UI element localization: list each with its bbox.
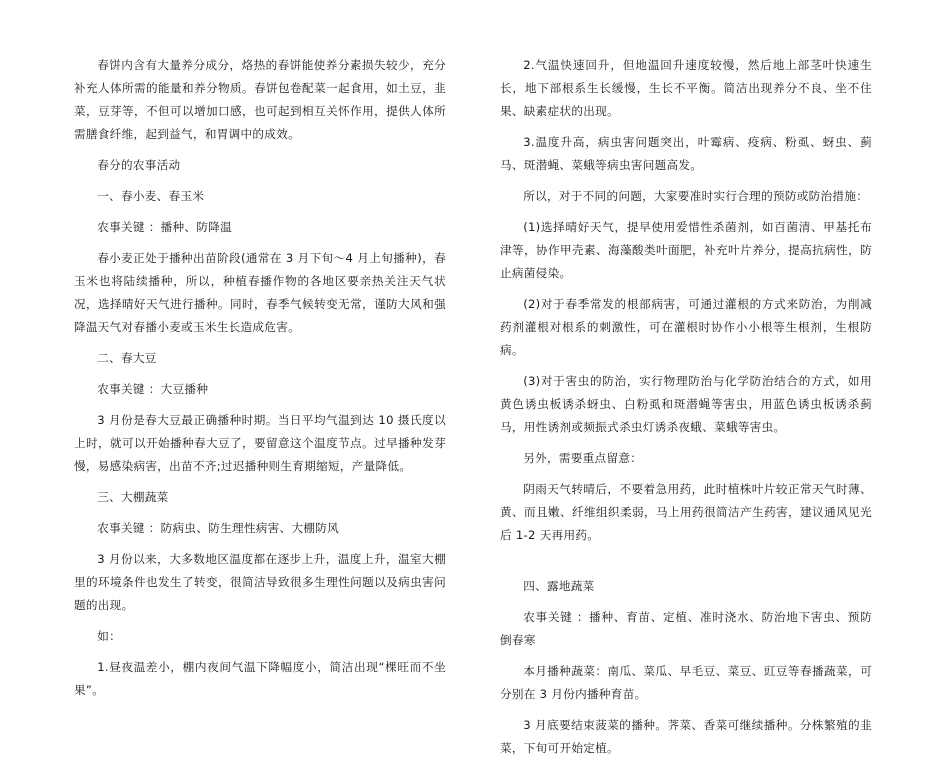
section-heading: 一、春小麦、春玉米 [97, 189, 205, 203]
section-heading: 春分的农事活动 [97, 158, 181, 172]
body-paragraph: 3 月份以来，大多数地区温度都在逐步上升，温度上升，温室大棚里的环境条件也发生了转变，很简洁导致很多生理性问题以及病虫害问题的出现。 [74, 552, 446, 612]
body-paragraph: 春小麦正处于播种出苗阶段(通常在 3 月下旬～4 月上旬播种)，春玉米也将陆续播种，所以，种植春播作物的各地区要亲热关注天气状况，选择晴好天气进行播种。同时，春季气候转变无常，谨防大风和强降温天气对春播小麦或玉米生长造成危害。 [74, 251, 446, 334]
key-points: 农事关键 ：防病虫、防生理性病害、大棚防风 [97, 521, 340, 535]
section-heading: 四、露地蔬菜 [523, 579, 595, 593]
paragraph-gap [500, 555, 872, 575]
body-paragraph: 如： [97, 629, 121, 643]
body-paragraph: 另外，需要重点留意： [523, 451, 643, 465]
body-paragraph: 本月播种蔬菜：南瓜、菜瓜、早毛豆、菜豆、豇豆等春播蔬菜，可分别在 3 月份内播种育苗。 [500, 664, 872, 701]
body-paragraph: 3.温度升高，病虫害问题突出，叶霉病、疫病、粉虱、蚜虫、蓟马、斑潜蝇、菜蛾等病虫害问题高发。 [500, 135, 872, 172]
body-paragraph: (3)对于害虫的防治，实行物理防治与化学防治结合的方式，如用黄色诱虫板诱杀蚜虫、白粉虱和斑潜蝇等害虫，用蓝色诱虫板诱杀蓟马，用性诱剂或频振式杀虫灯诱杀夜蛾、菜蛾等害虫。 [500, 374, 872, 434]
key-points: 农事关键 ：播种、防降温 [97, 220, 233, 234]
body-paragraph: 2.气温快速回升，但地温回升速度较慢，然后地上部茎叶快速生长，地下部根系生长缓慢，生长不平衡。简洁出现养分不良、坐不住果、缺素症状的出现。 [500, 58, 872, 118]
body-paragraph: 3 月底要结束菠菜的播种。荠菜、香菜可继续播种。分株繁殖的韭菜，下旬可开始定植。 [500, 718, 872, 755]
right-column [500, 54, 872, 768]
left-column [74, 54, 446, 710]
key-points: 农事关键 ：播种、育苗、定植、准时浇水、防治地下害虫、预防倒春寒 [500, 610, 872, 647]
intro-paragraph: 春饼内含有大量养分成分，烙热的春饼能使养分素损失较少，充分补充人体所需的能量和养分物质。春饼包卷配菜一起食用，如土豆，韭菜，豆芽等，不但可以增加口感，也可起到相互关怀作用，提供人体所需膳食纤维，起到益气，和胃调中的成效。 [74, 58, 446, 141]
body-paragraph: 所以，对于不同的问题，大家要准时实行合理的预防或防治措施： [523, 189, 869, 203]
body-paragraph: 1.昼夜温差小，棚内夜间气温下降幅度小，简洁出现“棵旺而不坐果”。 [74, 660, 446, 697]
body-paragraph: 3 月份是春大豆最正确播种时期。当日平均气温到达 10 摄氏度以上时，就可以开始播种春大豆了，要留意这个温度节点。过早播种发芽慢，易感染病害，出苗不齐;过迟播种则生育期缩短，产量降低。 [74, 413, 446, 473]
body-paragraph: (1)选择晴好天气，提早使用爱惜性杀菌剂，如百菌清、甲基托布津等，协作甲壳素、海藻酸类叶面肥，补充叶片养分，提高抗病性，防止病菌侵染。 [500, 220, 872, 280]
body-paragraph: 阴雨天气转晴后，不要着急用药，此时植株叶片较正常天气时薄、黄、而且嫩、纤维组织柔弱，马上用药很简洁产生药害，建议通风见光后 1-2 天再用药。 [500, 482, 872, 542]
section-heading: 三、大棚蔬菜 [97, 490, 169, 504]
section-heading: 二、春大豆 [97, 351, 157, 365]
key-points: 农事关键 ：大豆播种 [97, 382, 209, 396]
body-paragraph: (2)对于春季常发的根部病害，可通过灌根的方式来防治，为削减药剂灌根对根系的刺激性，可在灌根时协作小小根等生根剂，生根防病。 [500, 297, 872, 357]
